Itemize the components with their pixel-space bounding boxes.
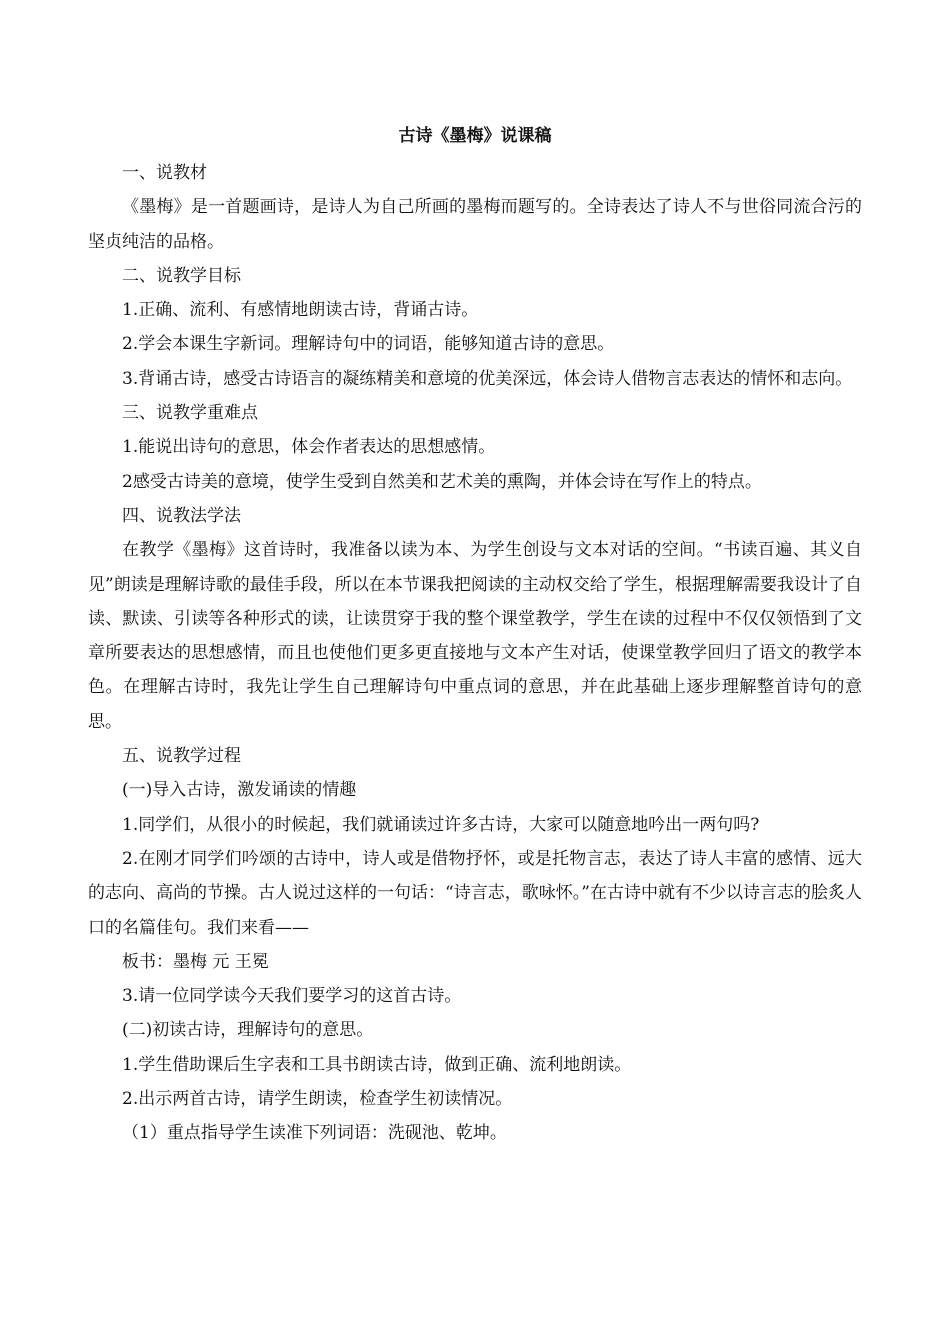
section-heading-process: 五、说教学过程 — [122, 746, 241, 767]
blackboard-note: 板书：墨梅 元 王冕 — [122, 951, 269, 972]
document-title: 古诗《墨梅》说课稿 — [398, 126, 552, 146]
list-item: 2.学会本课生字新词。理解诗句中的词语，能够知道古诗的意思。 — [122, 334, 615, 355]
section-heading-textbook: 一、说教材 — [122, 163, 207, 183]
section-heading-methods: 四、说教法学法 — [122, 505, 241, 526]
section-heading-objectives: 二、说教学目标 — [122, 265, 241, 286]
subsection-heading: (二)初读古诗，理解诗句的意思。 — [122, 1020, 374, 1041]
list-item: 2感受古诗美的意境，使学生受到自然美和艺术美的熏陶，并体会诗在写作上的特点。 — [122, 471, 762, 492]
list-item: 1.同学们，从很小的时候起，我们就诵读过许多古诗，大家可以随意地吟出一两句吗? — [122, 814, 760, 835]
list-item: （1）重点指导学生读准下列词语：洗砚池、乾坤。 — [122, 1123, 507, 1144]
list-item: 3.请一位同学读今天我们要学习的这首古诗。 — [122, 986, 462, 1007]
document-page — [88, 120, 862, 1151]
list-item: 1.能说出诗句的意思，体会作者表达的思想感情。 — [122, 437, 496, 458]
list-item: 3.背诵古诗，感受古诗语言的凝练精美和意境的优美深远，体会诗人借物言志表达的情怀和志向。 — [122, 368, 853, 389]
section-heading-key-points: 三、说教学重难点 — [122, 403, 258, 424]
list-item: 1.正确、流利、有感情地朗读古诗，背诵古诗。 — [122, 300, 479, 321]
paragraph: 《墨梅》是一首题画诗，是诗人为自己所画的墨梅而题写的。全诗表达了诗人不与世俗同流合污的坚贞纯洁的品格。 — [88, 197, 862, 252]
list-item: 1.学生借助课后生字表和工具书朗读古诗，做到正确、流利地朗读。 — [122, 1054, 632, 1075]
subsection-heading: (一)导入古诗，激发诵读的情趣 — [122, 780, 357, 801]
list-item: 2.出示两首古诗，请学生朗读，检查学生初读情况。 — [122, 1089, 513, 1110]
document-body — [88, 156, 862, 1151]
list-item: 2.在刚才同学们吟颂的古诗中，诗人或是借物抒怀，或是托物言志，表达了诗人丰富的感情、远大的志向、高尚的节操。古人说过这样的一句话：“诗言志，歌咏怀。”在古诗中就有不少以诗言志的脍炙人口的名篇佳句。我们来看—— — [88, 848, 862, 938]
paragraph: 在教学《墨梅》这首诗时，我准备以读为本、为学生创设与文本对话的空间。“书读百遍、其义自见”朗读是理解诗歌的最佳手段，所以在本节课我把阅读的主动权交给了学生，根据理解需要我设计了自读、默读、引读等各种形式的读，让读贯穿于我的整个课堂教学，学生在读的过程中不仅仅领悟到了文章所要表达的思想感情，而且也使他们更多更直接地与文本产生对话，使课堂教学回归了语文的教学本色。在理解古诗时，我先让学生自己理解诗句中重点词的意思，并在此基础上逐步理解整首诗句的意思。 — [88, 540, 862, 732]
